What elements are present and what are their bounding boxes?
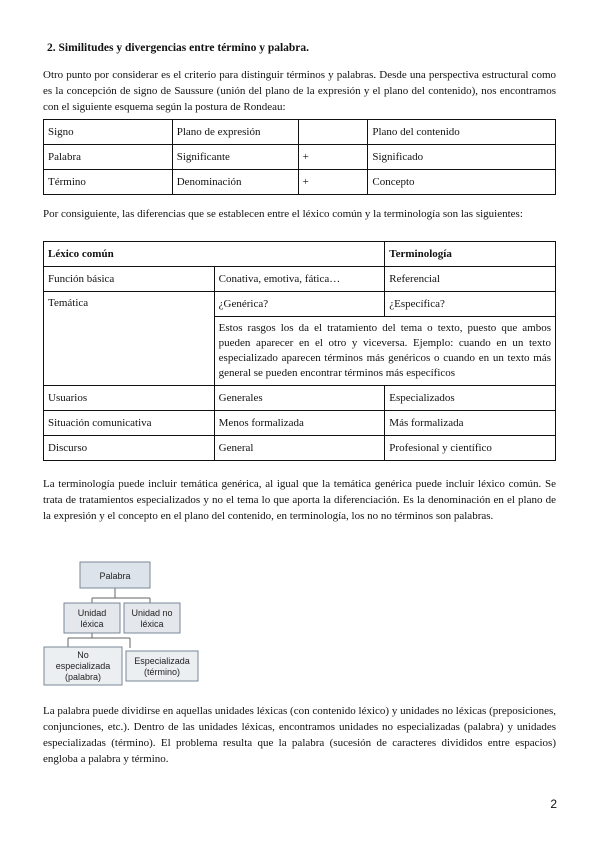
paragraph-conclusion: La palabra puede dividirse en aquellas unidades léxicas (con contenido léxico) y unidades no léxicas (preposiciones, conjunciones, etc.). Dentro de las unidades léxicas, encontramos unidades no especializadas (palabra) y unidades especializadas (término). El problema resulta que la palabra (sucesión de caracteres divididos entre espacios) engloba a palabra y término. — [43, 705, 556, 765]
table-cell: Significado — [368, 145, 556, 170]
diagram-label: Unidad — [77, 608, 107, 618]
table-cell: Denominación — [172, 170, 298, 195]
table-cell: Generales — [214, 386, 385, 411]
diagram-label: (palabra) — [64, 672, 102, 682]
table-cell: Profesional y científico — [385, 436, 556, 461]
diagram-label: Palabra — [99, 571, 131, 581]
lexicon-comparison-table — [43, 241, 556, 461]
header-lexico-comun: Léxico común — [44, 242, 385, 267]
diagram-label: (término) — [143, 667, 181, 677]
table-cell: ¿Específica? — [385, 292, 556, 317]
table-row — [44, 292, 556, 317]
table-row — [44, 145, 556, 170]
table-cell: + — [298, 170, 368, 195]
table-cell: ¿Genérica? — [214, 292, 385, 317]
table-cell: Plano de expresión — [172, 120, 298, 145]
table-row — [44, 120, 556, 145]
header-terminologia: Terminología — [385, 242, 556, 267]
table-cell: Significante — [172, 145, 298, 170]
diagram-label: Especializada — [134, 656, 190, 666]
table-cell: Menos formalizada — [214, 411, 385, 436]
table-cell: Función básica — [44, 267, 215, 292]
diagram-label: No — [77, 650, 89, 660]
table-cell: Situación comunicativa — [44, 411, 215, 436]
table-cell: Referencial — [385, 267, 556, 292]
paragraph-explanation: La terminología puede incluir temática genérica, al igual que la temática genérica puede incluir léxico común. Se trata de tratamientos especializados y no el tema lo que aporta la diferenciación. Es la denominación en el plano de la expresión y el concepto en el plano del contenido, en terminología, los no no términos son palabras. — [43, 478, 556, 522]
diagram-label: especializada — [55, 661, 111, 671]
table-cell: Plano del contenido — [368, 120, 556, 145]
table-row — [44, 267, 556, 292]
section-heading: 2. Similitudes y divergencias entre término y palabra. — [47, 42, 310, 54]
table-cell: Especializados — [385, 386, 556, 411]
paragraph-differences: Por consiguiente, las diferencias que se establecen entre el léxico común y la terminología son las siguientes: — [43, 208, 523, 220]
table-cell: Más formalizada — [385, 411, 556, 436]
paragraph-intro: Otro punto por considerar es el criterio para distinguir términos y palabras. Desde una perspectiva estructural como es la concepción de signo de Saussure (unión del plano de la expresión y el plano del contenido), nos encontramos con el siguiente esquema según la postura de Rondeau: — [43, 69, 556, 113]
table-cell: Usuarios — [44, 386, 215, 411]
word-hierarchy-diagram — [40, 550, 240, 690]
table-cell: Palabra — [44, 145, 173, 170]
table-row — [44, 170, 556, 195]
table-cell: Discurso — [44, 436, 215, 461]
tematica-note: Estos rasgos los da el tratamiento del tema o texto, puesto que ambos pueden aparecer en el otro y viceversa. Ejemplo: cuando en un texto especializado aparecen términos más genéricos o cuando en un texto más general se pueden encontrar términos más específicos — [214, 317, 555, 386]
table-cell: Concepto — [368, 170, 556, 195]
page-number: 2 — [550, 797, 557, 811]
sign-table — [43, 119, 556, 195]
table-row — [44, 386, 556, 411]
table-row — [44, 411, 556, 436]
diagram-label: léxica — [80, 619, 104, 629]
table-row — [44, 436, 556, 461]
diagram-label: Unidad no — [131, 608, 173, 618]
table-cell: Signo — [44, 120, 173, 145]
table-cell: Conativa, emotiva, fática… — [214, 267, 385, 292]
diagram-connector — [92, 588, 150, 603]
diagram-label: léxica — [140, 619, 164, 629]
table-cell — [298, 120, 368, 145]
table-header-row — [44, 242, 556, 267]
table-cell: Temática — [44, 292, 215, 386]
table-cell: + — [298, 145, 368, 170]
table-cell: Término — [44, 170, 173, 195]
table-cell: General — [214, 436, 385, 461]
